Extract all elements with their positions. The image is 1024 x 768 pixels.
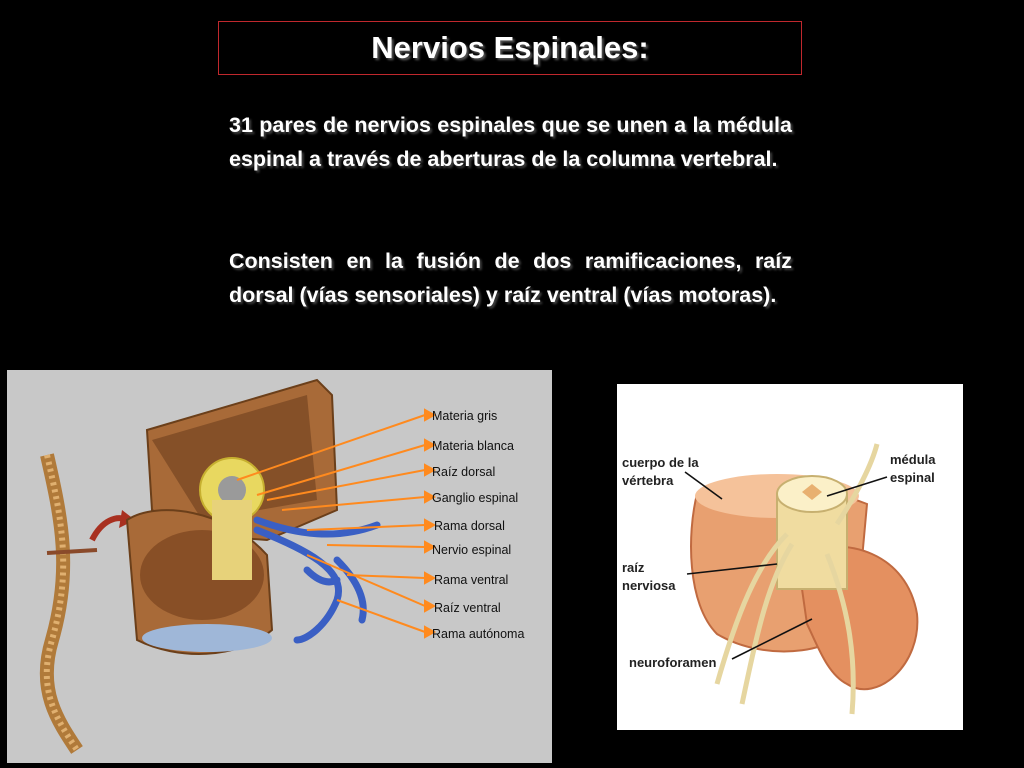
slide-title: Nervios Espinales:	[371, 30, 649, 65]
label-medula-espinal-2: espinal	[890, 470, 935, 485]
label-materia-blanca: Materia blanca	[432, 439, 514, 453]
paragraph-1: 31 pares de nervios espinales que se unen a la médula espinal a través de aberturas de la columna vertebral.	[229, 113, 792, 171]
label-cuerpo-vertebra-2: vértebra	[622, 473, 674, 488]
label-rama-dorsal: Rama dorsal	[434, 519, 505, 533]
label-medula-espinal-1: médula	[890, 452, 936, 467]
label-rama-autonoma: Rama autónoma	[432, 627, 525, 641]
title-box	[218, 21, 802, 75]
vertebra-nerve-root-figure	[617, 384, 963, 730]
label-nervio-espinal: Nervio espinal	[432, 543, 512, 557]
label-materia-gris: Materia gris	[432, 409, 498, 423]
label-raiz-nerviosa-1: raíz	[622, 560, 645, 575]
label-raiz-nerviosa-2: nerviosa	[622, 578, 676, 593]
label-raiz-dorsal: Raíz dorsal	[432, 465, 496, 479]
paragraph-2: Consisten en la fusión de dos ramificaciones, raíz dorsal (vías sensoriales) y raíz ventral (vías motoras).	[229, 249, 792, 307]
label-neuroforamen: neuroforamen	[629, 655, 717, 670]
label-ganglio-espinal: Ganglio espinal	[432, 491, 519, 505]
label-cuerpo-vertebra-1: cuerpo de la	[622, 455, 699, 470]
spinal-cross-section-figure	[7, 370, 552, 763]
label-rama-ventral: Rama ventral	[434, 573, 509, 587]
label-raiz-ventral: Raíz ventral	[434, 601, 501, 615]
